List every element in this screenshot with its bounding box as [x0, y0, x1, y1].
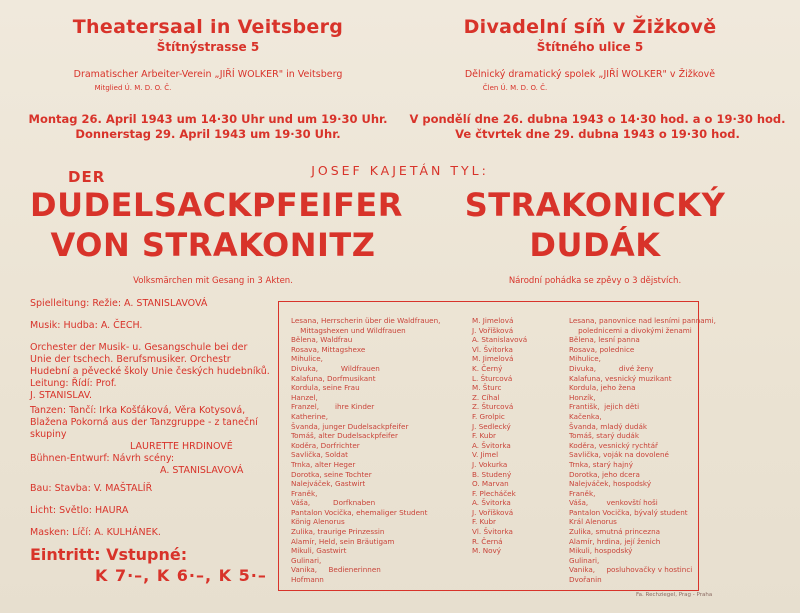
credit-lighting: Licht: Světlo: HAURA	[30, 505, 129, 516]
czech-title-line1: STRAKONICKÝ	[464, 186, 726, 224]
german-article: DER	[68, 168, 106, 186]
cast-role-german: Váša, Dorfknaben	[291, 498, 376, 508]
left-hall-title: Theatersaal in Veitsberg	[72, 16, 344, 38]
cast-role-czech: Švanda, mladý dudák	[569, 421, 648, 431]
credit-direction: Spielleitung: Režie: A. STANISLAVOVÁ	[30, 298, 208, 309]
czech-title-line2: DUDÁK	[529, 226, 661, 264]
printer-imprint: Fa. Rechziegel, Prag - Praha	[636, 592, 713, 598]
cast-role-czech: polednicemi a divokými ženami	[569, 325, 692, 335]
credit-stage-design: Bühnen-Entwurf: Návrh scény: A. STANISLAVOVÁ	[30, 453, 244, 476]
cast-role-czech: Tomáš, starý dudák	[569, 431, 639, 441]
cast-actor-name: M. Šturc	[472, 383, 502, 393]
admission-label: Eintritt: Vstupné:	[30, 545, 188, 564]
right-date-line2: Ve čtvrtek dne 29. dubna 1943 o 19·30 hod.	[455, 127, 740, 141]
credit-orchestra: Orchester der Musik- u. Gesangschule bei der Unie der tschech. Berufsmusiker. Orchestr Hudební a pěvecké školy Unie českých hudebníků. Leitung: Řídí: Prof. J. STANISLAV.	[30, 342, 270, 401]
cast-actor-name: F. Kubr	[472, 517, 496, 527]
cast-actor-name: K. Černý	[472, 363, 503, 373]
cast-role-czech: Zulika, smutná princezna	[569, 527, 661, 537]
cast-role-czech: Gulinari,	[569, 555, 600, 565]
cast-actor-name: R. Černá	[472, 536, 503, 546]
cast-role-czech: Nalejváček, hospodský	[569, 479, 652, 489]
cast-actor-name: M. Jimelová	[472, 354, 514, 364]
right-street: Štítného ulice 5	[536, 40, 644, 54]
left-date-line1: Montag 26. April 1943 um 14·30 Uhr und um 19·30 Uhr.	[28, 112, 388, 126]
czech-subtitle: Národní pohádka se zpěvy o 3 dějstvích.	[508, 276, 682, 286]
cast-actor-name: Z. Cíhal	[472, 392, 500, 402]
cast-actor-name: A. Stanislavová	[472, 335, 528, 345]
cast-actor-name: Z. Šturcová	[472, 402, 514, 412]
cast-role-czech: Divuka, divé ženy	[569, 363, 654, 373]
cast-role-german: Lesana, Herrscherin über die Waldfrauen,	[291, 316, 441, 325]
cast-actor-name: J. Voříšková	[472, 507, 514, 517]
cast-role-czech: Vanika, posluhovačky v hostinci	[569, 565, 693, 575]
cast-role-german: Bělena, Waldfrau	[291, 335, 353, 345]
cast-actor-name: F. Plecháček	[472, 488, 516, 498]
cast-role-german: Mihulice,	[291, 354, 323, 364]
cast-role-czech: Lesana, panovnice nad lesními pannami,	[569, 316, 716, 325]
cast-role-czech: Kalafuna, vesnický muzikant	[569, 373, 672, 383]
cast-role-czech: Františk, jejich děti	[569, 402, 640, 412]
cast-role-german: Franzel, ihre Kinder	[291, 402, 375, 412]
cast-role-german: Kalafuna, Dorfmusikant	[291, 373, 376, 383]
cast-actor-name: A. Švitorka	[472, 498, 511, 508]
cast-role-german: Hofmann	[291, 575, 324, 585]
left-date-line2: Donnerstag 29. April 1943 um 19·30 Uhr.	[75, 127, 341, 141]
cast-role-german: Vanika, Bedienerinnen	[291, 565, 381, 575]
cast-role-german: Katherine,	[291, 411, 329, 421]
cast-actors	[472, 316, 527, 556]
cast-actor-name: B. Studený	[472, 469, 512, 479]
cast-actor-name: Vl. Švitorka	[472, 344, 513, 354]
cast-role-czech: Mihulice,	[569, 354, 601, 364]
cast-role-czech: Rosava, polednice	[569, 344, 635, 354]
right-date-line1: V pondělí dne 26. dubna 1943 o 14·30 hod. a o 19·30 hod.	[409, 112, 786, 126]
cast-actor-name: M. Nový	[472, 546, 502, 556]
cast-role-german: König Alenorus	[291, 517, 345, 527]
left-street: Štítnýstrasse 5	[156, 40, 260, 54]
cast-role-german: Divuka, Wildfrauen	[291, 363, 380, 373]
cast-actor-name: L. Šturcová	[472, 373, 513, 383]
cast-role-czech: Alamír, hrdina, její ženich	[569, 536, 661, 546]
cast-role-german: Hanzel,	[291, 392, 318, 402]
right-hall-title: Divadelní síň v Žižkově	[463, 16, 717, 38]
cast-role-german: Zulika, traurige Prinzessin	[291, 527, 385, 537]
cast-actor-name: M. Jimelová	[472, 316, 514, 325]
cast-role-czech: Kordula, jeho žena	[569, 383, 636, 393]
german-title-line1: DUDELSACKPFEIFER	[30, 186, 403, 224]
cast-role-czech: Kačenka,	[569, 411, 602, 421]
cast-role-czech: Král Alenorus	[569, 517, 617, 527]
cast-actor-name: J. Voříšková	[472, 325, 514, 335]
cast-actor-name: J. Sedlecký	[472, 421, 511, 431]
cast-role-czech: Mikuli, hospodský	[569, 546, 633, 556]
cast-role-czech: Dvořanin	[569, 575, 602, 585]
left-association: Dramatischer Arbeiter-Verein „JIŘÍ WOLKER" in Veitsberg	[73, 69, 343, 80]
cast-role-czech: Honzík,	[569, 392, 596, 402]
cast-role-german: Franěk,	[291, 488, 318, 498]
cast-role-czech: Dorotka, jeho dcera	[569, 469, 640, 479]
cast-actor-name: F. Grolpic	[472, 411, 505, 421]
cast-role-czech: Savlička, voják na dovolené	[569, 450, 669, 460]
admission-prices: K 7·–, K 6·–, K 5·–	[95, 566, 267, 585]
cast-actor-name: F. Kubr	[472, 431, 496, 441]
cast-actor-name: J. Vokurka	[472, 459, 508, 469]
left-membership: Mitglied Ú. M. D. O. Č.	[94, 84, 172, 92]
cast-role-czech: Váša, venkovští hoši	[569, 498, 658, 508]
cast-role-german: Gulinari,	[291, 555, 322, 565]
cast-role-german: Mittagshexen und Wildfrauen	[291, 325, 406, 335]
cast-actor-name: V. Jimel	[472, 450, 499, 460]
german-subtitle: Volksmärchen mit Gesang in 3 Akten.	[133, 276, 293, 286]
cast-role-czech: Franěk,	[569, 488, 596, 498]
cast-role-german: Mikuli, Gastwirt	[291, 546, 347, 556]
cast-role-german: Kordula, seine Frau	[291, 383, 360, 393]
right-membership: Člen Ú. M. D. O. Č.	[482, 84, 548, 92]
cast-role-german: Alamír, Held, sein Bräutigam	[291, 536, 395, 546]
credit-makeup: Masken: Líčí: A. KULHÁNEK.	[30, 527, 161, 538]
cast-actor-name: O. Marvan	[472, 479, 509, 489]
cast-role-german: Savlička, Soldat	[291, 450, 348, 460]
cast-role-czech: Pantalon Vocička, bývalý student	[569, 507, 688, 517]
author: JOSEF KAJETÁN TYL:	[311, 163, 489, 178]
cast-role-czech: Trnka, starý hajný	[569, 459, 633, 469]
cast-actor-name: A. Švitorka	[472, 440, 511, 450]
cast-role-german: Tomáš, alter Dudelsackpfeifer	[291, 431, 398, 441]
cast-actor-name: Vl. Švitorka	[472, 527, 513, 537]
credit-dance: Tanzen: Tančí: Irka Košťáková, Věra Kotysová, Blažena Pokorná aus der Tanzgruppe - z taneční skupiny LAURETTE HRDINOVÉ	[30, 405, 258, 452]
cast-role-german: Trnka, alter Heger	[291, 459, 356, 469]
cast-role-german: Dorotka, seine Tochter	[291, 469, 372, 479]
credit-construction: Bau: Stavba: V. MAŠTALÍŘ	[30, 483, 153, 494]
german-title-line2: VON STRAKONITZ	[50, 226, 376, 264]
credit-music: Musik: Hudba: A. ČECH.	[30, 320, 143, 331]
cast-role-german: Rosava, Mittagshexe	[291, 344, 366, 354]
cast-role-german: Koděra, Dorfrichter	[291, 440, 360, 450]
cast-role-czech: Bělena, lesní panna	[569, 335, 640, 345]
cast-list-box	[278, 301, 716, 591]
cast-role-german: Švanda, junger Dudelsackpfeifer	[291, 421, 409, 431]
cast-role-german: Pantalon Vocička, ehemaliger Student	[291, 507, 428, 517]
cast-german-roles	[291, 316, 440, 585]
cast-czech-roles	[569, 316, 716, 585]
right-association: Dělnický dramatický spolek „JIŘÍ WOLKER" v Žižkově	[464, 69, 716, 80]
cast-role-german: Nalejváček, Gastwirt	[291, 479, 366, 489]
cast-role-czech: Koděra, vesnický rychtář	[569, 440, 658, 450]
